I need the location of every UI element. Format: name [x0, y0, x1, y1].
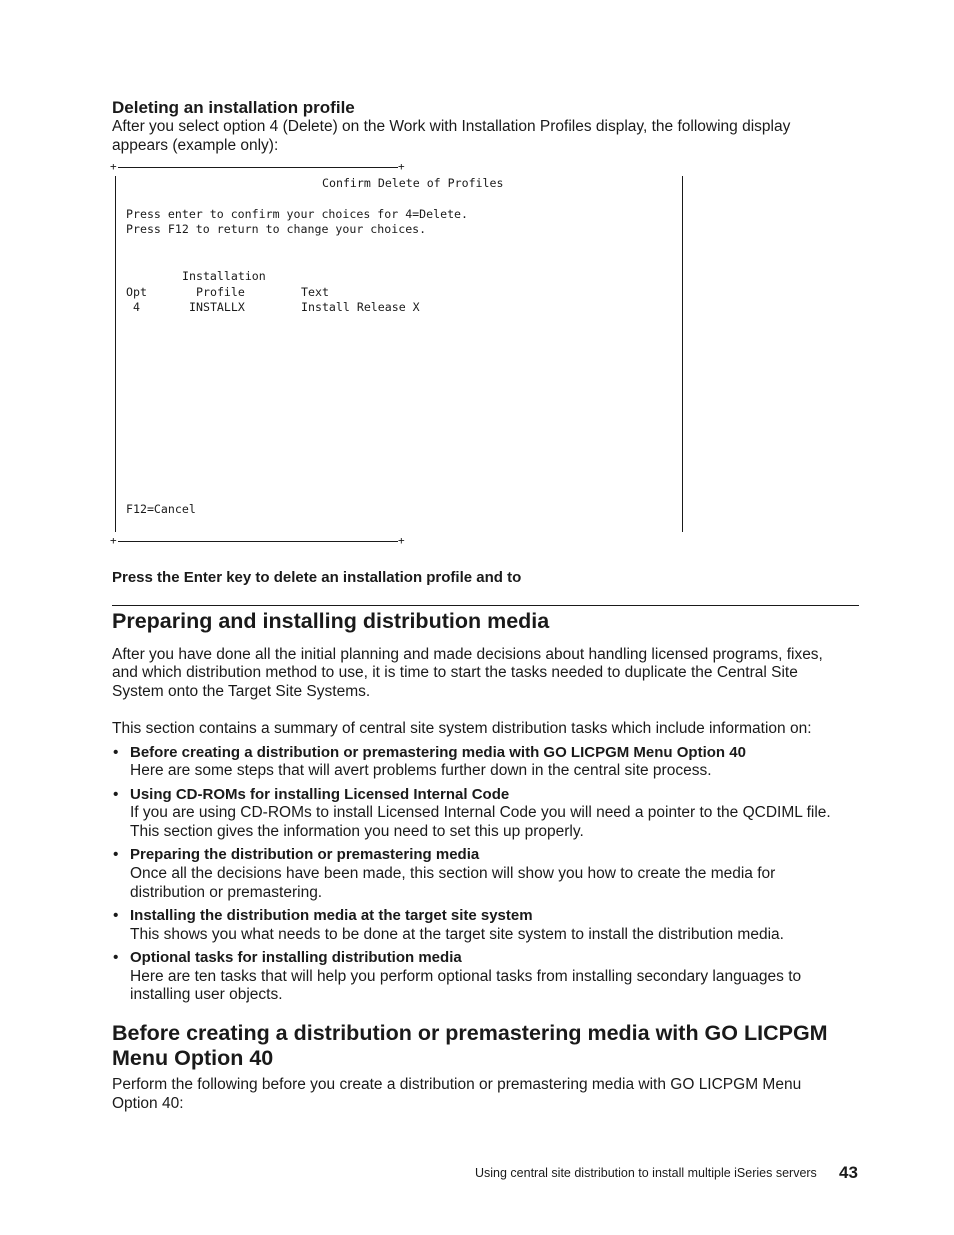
bullet-title: Preparing the distribution or premastering media: [130, 846, 480, 863]
bullet-title: Before creating a distribution or premastering media with GO LICPGM Menu Option 40: [130, 744, 746, 761]
frame-corner: +: [110, 534, 117, 547]
bullet-dot: •: [113, 907, 119, 924]
section2-para1-line1: After you have done all the initial planning and made decisions about handling licensed programs, fixes,: [112, 646, 823, 663]
frame-top-line: [118, 167, 398, 168]
bullet-desc: Once all the decisions have been made, this section will show you how to create the media for: [130, 865, 776, 882]
col-header-profile: Profile: [196, 285, 245, 299]
section3-para-line1: Perform the following before you create a distribution or premastering media with GO LICPGM Menu: [112, 1076, 802, 1093]
bullet-desc: distribution or premastering.: [130, 884, 323, 901]
screen-instruction-2: Press F12 to return to change your choices.: [126, 222, 427, 236]
bullet-dot: •: [113, 744, 119, 761]
col-header-opt: Opt: [126, 285, 147, 299]
frame-corner: +: [398, 534, 405, 547]
frame-corner: +: [110, 160, 117, 173]
section3-para-line2: Option 40:: [112, 1095, 184, 1112]
section2-para2: This section contains a summary of central site system distribution tasks which include information on:: [112, 720, 812, 737]
section2-para1-line2: and which distribution method to use, it is time to start the tasks needed to duplicate the Central Site: [112, 664, 798, 681]
function-key-cancel: F12=Cancel: [126, 502, 196, 516]
bullet-desc: This shows you what needs to be done at the target site system to install the distribution media.: [130, 926, 784, 943]
section-rule: [112, 605, 859, 606]
col-header-installation: Installation: [182, 269, 266, 283]
section-heading-deleting-profile: Deleting an installation profile: [112, 98, 355, 117]
bullet-desc: Here are ten tasks that will help you perform optional tasks from installing secondary languages to: [130, 968, 802, 985]
page-number: 43: [839, 1163, 858, 1182]
bullet-dot: •: [113, 786, 119, 803]
bullet-dot: •: [113, 949, 119, 966]
bullet-desc: This section gives the information you need to set this up properly.: [130, 823, 584, 840]
intro-line-1: After you select option 4 (Delete) on the Work with Installation Profiles display, the following display: [112, 118, 791, 135]
bullet-title: Using CD-ROMs for installing Licensed Internal Code: [130, 786, 510, 803]
enter-key-note: Press the Enter key to delete an installation profile and to: [112, 569, 522, 586]
bullet-title: Optional tasks for installing distribution media: [130, 949, 462, 966]
bullet-desc: If you are using CD-ROMs to install Licensed Internal Code you will need a pointer to the QCDIML file.: [130, 804, 831, 821]
col-header-text: Text: [301, 285, 329, 299]
bullet-desc: Here are some steps that will avert problems further down in the central site process.: [130, 762, 712, 779]
frame-bottom-line: [118, 541, 398, 542]
footer-text: Using central site distribution to install multiple iSeries servers: [475, 1166, 817, 1180]
row-text-value: Install Release X: [301, 300, 420, 314]
section-heading-before-creating-line2: Menu Option 40: [112, 1046, 274, 1070]
frame-corner: +: [398, 160, 405, 173]
bullet-dot: •: [113, 846, 119, 863]
section2-para1-line3: System onto the Target Site Systems.: [112, 683, 371, 700]
row-profile-value: INSTALLX: [189, 300, 245, 314]
row-opt-value: 4: [133, 300, 140, 314]
frame-left-line: [115, 176, 116, 532]
bullet-desc: installing user objects.: [130, 986, 283, 1003]
frame-right-line: [682, 176, 683, 532]
intro-line-2: appears (example only):: [112, 137, 279, 154]
bullet-title: Installing the distribution media at the target site system: [130, 907, 533, 924]
screen-instruction-1: Press enter to confirm your choices for 4=Delete.: [126, 207, 469, 221]
section-heading-preparing-media: Preparing and installing distribution media: [112, 609, 550, 633]
section-heading-before-creating-line1: Before creating a distribution or premastering media with GO LICPGM: [112, 1021, 828, 1045]
screen-title: Confirm Delete of Profiles: [322, 176, 504, 190]
